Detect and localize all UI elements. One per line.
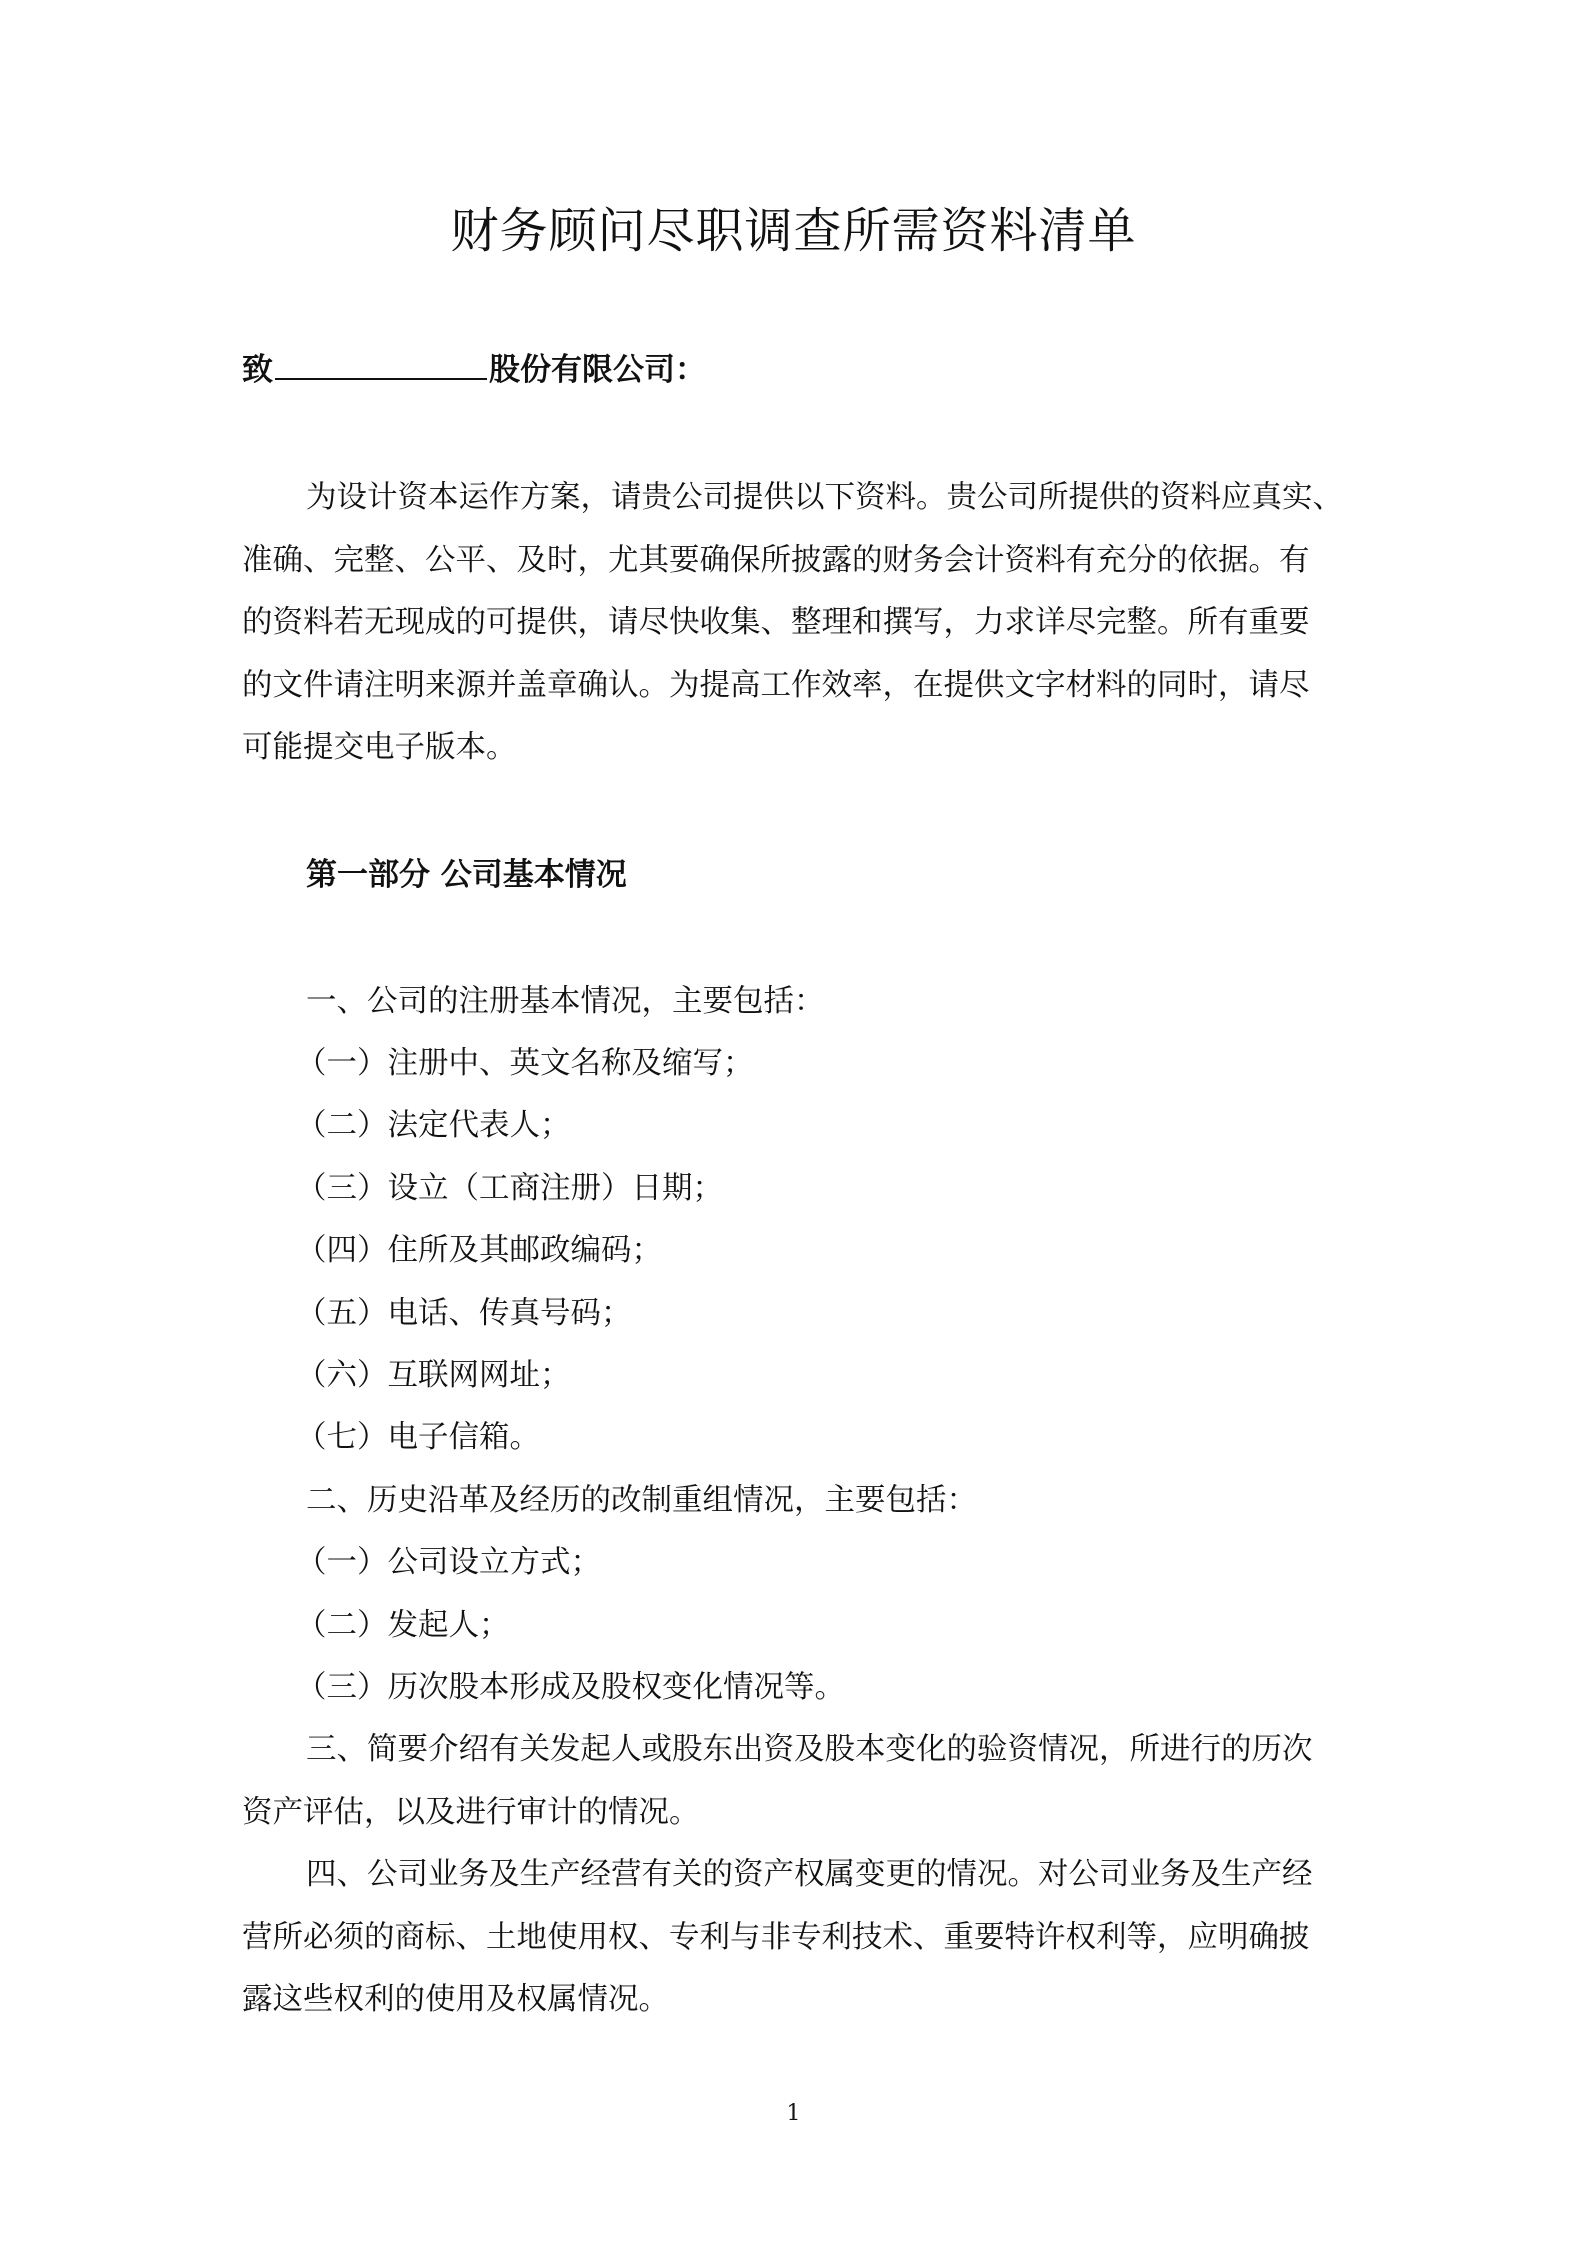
item-paragraph-line: 三、简要介绍有关发起人或股东出资及股本变化的验资情况，所进行的历次 <box>306 1732 1313 1767</box>
intro-line: 的文件请注明来源并盖章确认。为提高工作效率，在提供文字材料的同时，请尽 <box>242 667 1310 703</box>
salutation <box>242 347 706 393</box>
sub-item: （二）法定代表人； <box>296 1108 571 1143</box>
sub-item: （五）电话、传真号码； <box>296 1296 632 1331</box>
sub-item: （三）历次股本形成及股权变化情况等。 <box>296 1670 845 1705</box>
item-paragraph-line: 四、公司业务及生产经营有关的资产权属变更的情况。对公司业务及生产经 <box>306 1857 1313 1892</box>
intro-line: 可能提交电子版本。 <box>242 730 517 766</box>
sub-item: （一）注册中、英文名称及缩写； <box>296 1046 754 1081</box>
sub-item: （六）互联网网址； <box>296 1358 571 1393</box>
item-paragraph-line: 营所必须的商标、土地使用权、专利与非专利技术、重要特许权利等，应明确披 <box>242 1920 1310 1955</box>
salutation-suffix: 股份有限公司： <box>489 352 706 388</box>
document-title: 财务顾问尽职调查所需资料清单 <box>450 203 1137 259</box>
item-heading: 二、历史沿革及经历的改制重组情况，主要包括： <box>306 1483 977 1518</box>
sub-item: （一）公司设立方式； <box>296 1545 601 1580</box>
item-heading: 一、公司的注册基本情况，主要包括： <box>306 984 825 1019</box>
company-name-blank <box>275 348 487 380</box>
intro-line: 的资料若无现成的可提供，请尽快收集、整理和撰写，力求详尽完整。所有重要 <box>242 605 1310 641</box>
intro-line: 为设计资本运作方案，请贵公司提供以下资料。贵公司所提供的资料应真实、 <box>306 480 1343 515</box>
item-paragraph-line: 资产评估，以及进行审计的情况。 <box>242 1795 700 1830</box>
page-number: 1 <box>786 2101 801 2126</box>
sub-item: （七）电子信箱。 <box>296 1420 540 1455</box>
item-paragraph-line: 露这些权利的使用及权属情况。 <box>242 1982 669 2017</box>
sub-item: （四）住所及其邮政编码； <box>296 1233 662 1268</box>
intro-line: 准确、完整、公平、及时，尤其要确保所披露的财务会计资料有充分的依据。有 <box>242 542 1310 578</box>
section-title: 第一部分 公司基本情况 <box>306 857 627 893</box>
sub-item: （二）发起人； <box>296 1608 510 1643</box>
intro-paragraph <box>242 467 1354 780</box>
sub-item: （三）设立（工商注册）日期； <box>296 1171 723 1206</box>
salutation-prefix: 致 <box>242 352 273 388</box>
